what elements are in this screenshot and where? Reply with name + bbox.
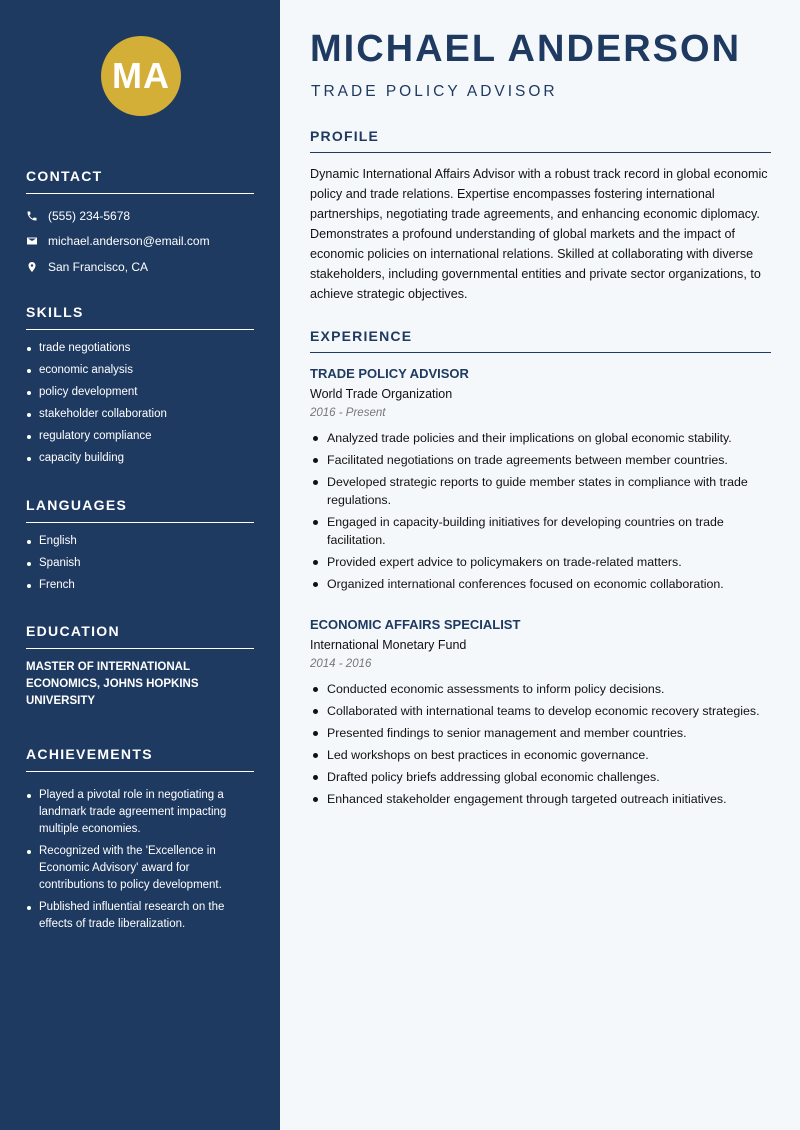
job-entry (310, 366, 771, 597)
list-item: regulatory compliance (26, 428, 254, 445)
skills-list (26, 340, 254, 467)
job-company: World Trade Organization (310, 387, 453, 401)
email-text[interactable]: michael.anderson@email.com (48, 234, 210, 249)
contact-phone (26, 203, 254, 229)
contact-location (26, 254, 254, 280)
contact-list (26, 203, 254, 280)
languages-section (26, 497, 254, 599)
job-entry (310, 617, 771, 812)
list-item: capacity building (26, 450, 254, 467)
achievements-section (26, 746, 254, 938)
location-pin-icon (26, 261, 38, 273)
list-item: policy development (26, 384, 254, 401)
experience-section (310, 328, 771, 353)
job-dates: 2014 - 2016 (310, 658, 372, 670)
phone-text: (555) 234-5678 (48, 208, 131, 223)
list-item: Collaborated with international teams to develop economic recovery strategies. (310, 702, 771, 720)
profile-heading: PROFILE (310, 128, 771, 153)
list-item: Presented findings to senior management and member countries. (310, 724, 771, 742)
education-degree: MASTER OF INTERNATIONAL ECONOMICS, JOHNS HOPKINS UNIVERSITY (26, 661, 199, 707)
list-item: Spanish (26, 555, 254, 572)
avatar (101, 36, 181, 116)
list-item: Analyzed trade policies and their implications on global economic stability. (310, 429, 771, 447)
contact-email (26, 229, 254, 255)
sidebar (0, 0, 280, 1130)
experience-heading: EXPERIENCE (310, 328, 771, 353)
job-company: International Monetary Fund (310, 638, 467, 652)
achievements-list (26, 787, 254, 933)
main-content (280, 0, 800, 1130)
location-text: San Francisco, CA (48, 259, 149, 274)
list-item: French (26, 577, 254, 594)
list-item: Organized international conferences focused on economic collaboration. (310, 575, 771, 593)
contact-heading: CONTACT (26, 168, 254, 194)
list-item: Facilitated negotiations on trade agreements between member countries. (310, 451, 771, 469)
list-item: Developed strategic reports to guide member states in compliance with trade regulations. (310, 473, 771, 509)
list-item: English (26, 533, 254, 550)
candidate-name: MICHAEL ANDERSON (310, 28, 742, 70)
list-item: Drafted policy briefs addressing global economic challenges. (310, 768, 771, 786)
languages-heading: LANGUAGES (26, 497, 254, 523)
mail-icon (26, 235, 38, 247)
skills-section (26, 304, 254, 472)
job-title: TRADE POLICY ADVISOR (310, 366, 469, 381)
job-title: ECONOMIC AFFAIRS SPECIALIST (310, 617, 521, 632)
candidate-role: TRADE POLICY ADVISOR (311, 83, 558, 100)
profile-text: Dynamic International Affairs Advisor with a robust track record in global economic policy and trade relations. Expertise encompasses fostering international partnerships, negotiating trade agreements, and enhancing economic diplomacy. Demonstrates a profound understanding of global markets and the impact of economic policies on international relations. Skilled at collaborating with diverse stakeholders, including governmental entities and private sector organizations, to achieve strategic objectives. (310, 167, 768, 301)
list-item: Enhanced stakeholder engagement through targeted outreach initiatives. (310, 790, 771, 808)
list-item: Conducted economic assessments to inform policy decisions. (310, 680, 771, 698)
list-item: economic analysis (26, 362, 254, 379)
list-item: Played a pivotal role in negotiating a landmark trade agreement impacting multiple economies. (26, 787, 254, 838)
achievements-heading: ACHIEVEMENTS (26, 746, 254, 772)
job-bullets (310, 680, 771, 808)
list-item: stakeholder collaboration (26, 406, 254, 423)
list-item: Provided expert advice to policymakers on trade-related matters. (310, 553, 771, 571)
list-item: Recognized with the 'Excellence in Economic Advisory' award for contributions to policy development. (26, 843, 254, 894)
list-item: trade negotiations (26, 340, 254, 357)
profile-section (310, 128, 771, 304)
job-dates: 2016 - Present (310, 407, 386, 419)
contact-section (26, 168, 254, 280)
phone-icon (26, 210, 38, 222)
education-section (26, 623, 254, 710)
languages-list (26, 533, 254, 594)
job-bullets (310, 429, 771, 593)
list-item: Led workshops on best practices in economic governance. (310, 746, 771, 764)
list-item: Engaged in capacity-building initiatives for developing countries on trade facilitation. (310, 513, 771, 549)
education-heading: EDUCATION (26, 623, 254, 649)
avatar-initials: MA (112, 55, 170, 96)
list-item: Published influential research on the effects of trade liberalization. (26, 899, 254, 933)
skills-heading: SKILLS (26, 304, 254, 330)
